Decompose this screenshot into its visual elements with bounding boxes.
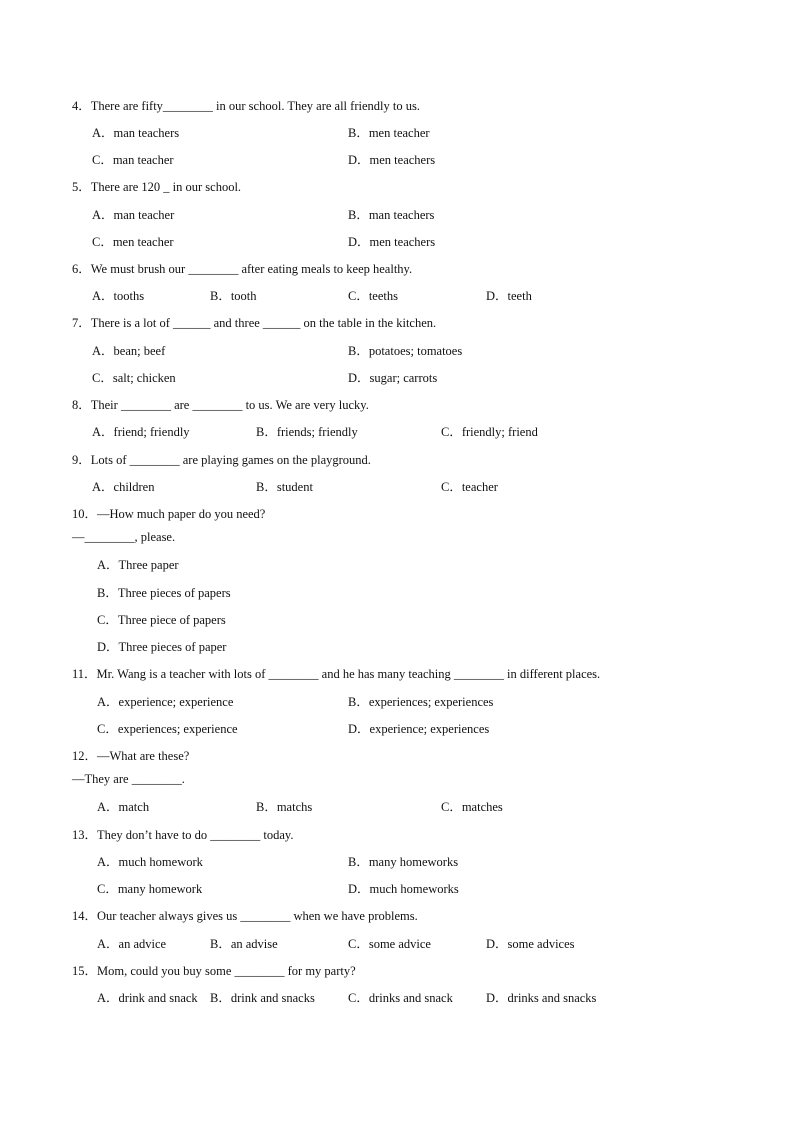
q8-option-c[interactable]: C．friendly; friend bbox=[441, 425, 538, 439]
q4-option-d[interactable]: D．men teachers bbox=[348, 153, 436, 167]
q13-option-a[interactable]: A．much homework bbox=[97, 855, 203, 869]
question-10-reply: —________, please. bbox=[72, 530, 176, 544]
q13-option-d[interactable]: D．much homeworks bbox=[348, 882, 459, 896]
q9-option-a[interactable]: A．children bbox=[92, 480, 155, 494]
question-13-stem: 13．They don’t have to do ________ today. bbox=[72, 828, 294, 842]
q10-option-b[interactable]: B．Three pieces of papers bbox=[97, 586, 231, 600]
q12-option-a[interactable]: A．match bbox=[97, 800, 150, 814]
q11-option-b[interactable]: B．experiences; experiences bbox=[348, 695, 494, 709]
q14-option-d[interactable]: D．some advices bbox=[486, 937, 575, 951]
question-14-stem: 14．Our teacher always gives us ________ when we have problems. bbox=[72, 909, 418, 923]
q5-option-c[interactable]: C．men teacher bbox=[92, 235, 174, 249]
question-9-stem: 9．Lots of ________ are playing games on the playground. bbox=[72, 453, 371, 467]
question-4-stem: 4．There are fifty________ in our school. They are all friendly to us. bbox=[72, 99, 420, 113]
q13-option-b[interactable]: B．many homeworks bbox=[348, 855, 459, 869]
question-12-reply: —They are ________. bbox=[72, 772, 185, 786]
question-6-stem: 6．We must brush our ________ after eating meals to keep healthy. bbox=[72, 262, 413, 276]
q7-option-d[interactable]: D．sugar; carrots bbox=[348, 371, 438, 385]
q11-option-d[interactable]: D．experience; experiences bbox=[348, 722, 490, 736]
q6-option-c[interactable]: C．teeths bbox=[348, 289, 398, 303]
q15-option-c[interactable]: C．drinks and snack bbox=[348, 991, 453, 1005]
q7-option-a[interactable]: A．bean; beef bbox=[92, 344, 166, 358]
q14-option-b[interactable]: B．an advise bbox=[210, 937, 278, 951]
q7-option-c[interactable]: C．salt; chicken bbox=[92, 371, 176, 385]
question-15-stem: 15．Mom, could you buy some ________ for my party? bbox=[72, 964, 356, 978]
q10-option-a[interactable]: A．Three paper bbox=[97, 558, 179, 572]
q10-option-c[interactable]: C．Three piece of papers bbox=[97, 613, 226, 627]
q14-option-a[interactable]: A．an advice bbox=[97, 937, 167, 951]
q4-option-a[interactable]: A．man teachers bbox=[92, 126, 180, 140]
question-8-stem: 8．Their ________ are ________ to us. We are very lucky. bbox=[72, 398, 369, 412]
q9-option-c[interactable]: C．teacher bbox=[441, 480, 498, 494]
q5-option-b[interactable]: B．man teachers bbox=[348, 208, 435, 222]
q4-option-c[interactable]: C．man teacher bbox=[92, 153, 174, 167]
q12-option-b[interactable]: B．matchs bbox=[256, 800, 313, 814]
q5-option-a[interactable]: A．man teacher bbox=[92, 208, 175, 222]
question-10-stem: 10．—How much paper do you need? bbox=[72, 507, 266, 521]
q15-option-a[interactable]: A．drink and snack bbox=[97, 991, 198, 1005]
q4-option-b[interactable]: B．men teacher bbox=[348, 126, 430, 140]
q15-option-d[interactable]: D．drinks and snacks bbox=[486, 991, 597, 1005]
q14-option-c[interactable]: C．some advice bbox=[348, 937, 431, 951]
question-7-stem: 7．There is a lot of ______ and three ______ on the table in the kitchen. bbox=[72, 316, 437, 330]
question-12-stem: 12．—What are these? bbox=[72, 749, 190, 763]
q13-option-c[interactable]: C．many homework bbox=[97, 882, 203, 896]
q10-option-d[interactable]: D．Three pieces of paper bbox=[97, 640, 227, 654]
q9-option-b[interactable]: B．student bbox=[256, 480, 313, 494]
question-5-stem: 5．There are 120 _ in our school. bbox=[72, 180, 242, 194]
q12-option-c[interactable]: C．matches bbox=[441, 800, 503, 814]
question-11-stem: 11．Mr. Wang is a teacher with lots of ________ and he has many teaching ________ in different places. bbox=[72, 667, 601, 681]
q6-option-a[interactable]: A．tooths bbox=[92, 289, 145, 303]
q5-option-d[interactable]: D．men teachers bbox=[348, 235, 436, 249]
q7-option-b[interactable]: B．potatoes; tomatoes bbox=[348, 344, 463, 358]
q6-option-d[interactable]: D．teeth bbox=[486, 289, 532, 303]
q8-option-b[interactable]: B．friends; friendly bbox=[256, 425, 358, 439]
q15-option-b[interactable]: B．drink and snacks bbox=[210, 991, 315, 1005]
q8-option-a[interactable]: A．friend; friendly bbox=[92, 425, 190, 439]
q11-option-c[interactable]: C．experiences; experience bbox=[97, 722, 238, 736]
q6-option-b[interactable]: B．tooth bbox=[210, 289, 257, 303]
q11-option-a[interactable]: A．experience; experience bbox=[97, 695, 234, 709]
